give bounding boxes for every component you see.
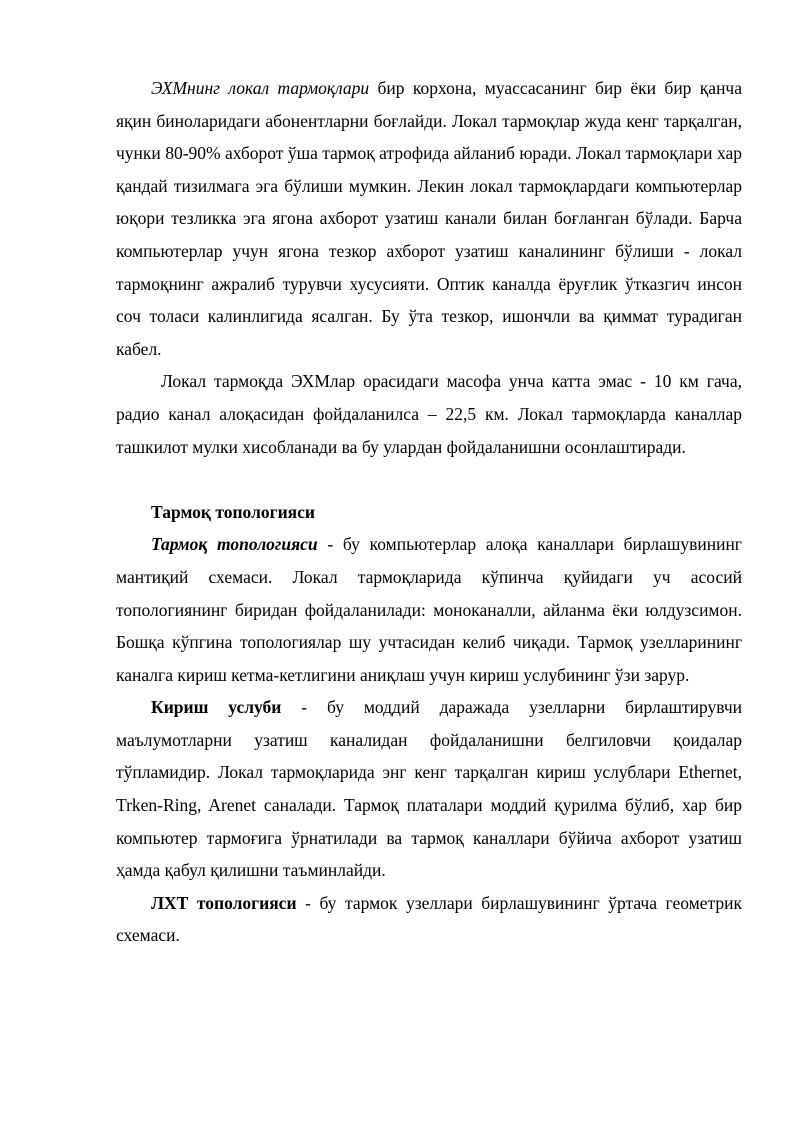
paragraph-topology xyxy=(116,528,742,691)
paragraph-lht-topology xyxy=(116,887,742,952)
paragraph-text: бир корхона, муассасанинг бир ёки бир қанча яқин биноларидаги абонентларни боғлайди. Локал тармоқлар жуда кенг тарқалган, чунки 80-90% ахборот ўша тармоқ атрофида айланиб юради. Локал тармоқлари хар қандай тизилмага эга бўлиши мумкин. Лекин локал тармоқлардаги компьютерлар юқори тезликка эга ягона ахборот узатиш канали билан боғланган бўлади. Барча компьютерлар учун ягона тезкор ахборот узатиш каналининг бўлиши - локал тармоқнинг ажралиб турувчи хусусияти. Оптик каналда ёруғлик ўтказгич инсон соч толаси калинлигида ясалган. Бу ўта тезкор, ишончли ва қиммат турадиган кабел. xyxy=(116,78,743,359)
paragraph-local-networks xyxy=(116,72,742,365)
section-heading: Тармоқ топологияси xyxy=(151,501,315,522)
paragraph-text: - бу тармок узеллари бирлашувининг ўртача геометрик схемаси. xyxy=(116,892,742,946)
blank-line xyxy=(116,463,742,496)
paragraph-text: - бу компьютерлар алоқа каналлари бирлашувининг мантиқий схемаси. Локал тармоқларида кўпинча қуйидаги уч асосий топологиянинг биридан фойдаланилади: моноканалли, айланма ёки юлдузсимон. Бошқа кўпгина топологиялар шу учтасидан келиб чиқади. Тармоқ узелларининг каналга кириш кетма-кетлигини аниқлаш учун кириш услубининг ўзи зарур. xyxy=(116,534,742,685)
term-topology: Тармоқ топологияси xyxy=(151,534,318,555)
paragraph-distance xyxy=(116,365,742,463)
term-lht-topology: ЛХТ топологияси xyxy=(151,892,297,913)
term-local-networks: ЭХМнинг локал тармоқлари xyxy=(151,78,370,98)
paragraph-access-method xyxy=(116,691,742,887)
term-access-method: Кириш услуби xyxy=(151,697,282,718)
paragraph-text: - бу моддий даражада узелларни бирлаштирувчи маълумотларни узатиш каналидан фойдаланишни белгиловчи қоидалар тўпламидир. Локал тармоқларида энг кенг тарқалган кириш услублари Ethernet, Trken-Ring, Arenet саналади. Тармоқ платалари моддий қурилма бўлиб, хар бир компьютер тармоғига ўрнатилади ва тармоқ каналлари бўйича ахборот узатиш ҳамда қабул қилишни таъминлайди. xyxy=(116,697,742,881)
document-page xyxy=(116,72,742,952)
paragraph-text: Локал тармоқда ЭХМлар орасидаги масофа унча катта эмас - 10 км гача, радио канал алоқасидан фойдаланилса – 22,5 км. Локал тармоқларда каналлар ташкилот мулки хисобланади ва бу улардан фойдаланишни осонлаштиради. xyxy=(116,371,742,457)
